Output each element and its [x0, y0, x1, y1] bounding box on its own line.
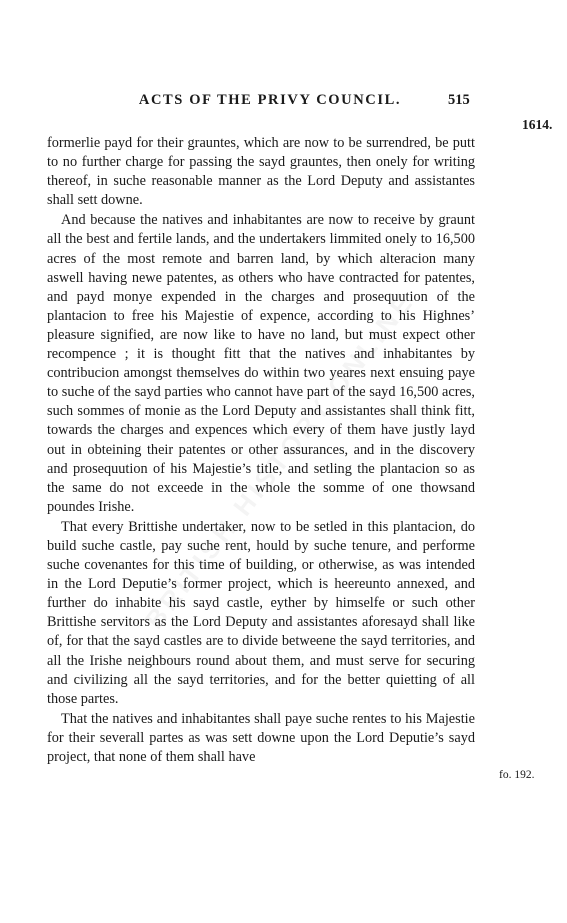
paragraph: And because the natives and inhabitantes are now to receive by graunt all the best and fertile lands, and the undertakers limmited onely to 16,500 acres of the most remote and barren land, by which alteracion many aswell having newe patentes, as others who have contracted for patentes, and payd monye expended in the charges and prosequution of the plantacion to free his Majestie of expence, according to his Highnes’ pleasure signified, are now like to have no land, but must expect other recompence ; it is thought fitt that the natives and inhabitantes by contribucion amongst themselves do within two yeares next ensuing paye to suche of the sayd parties who cannot have part of the sayd 16,500 acres, such sommes of monie as the Lord Deputy and assistantes shall think fitt, towards the charges and expences which every of them have justly layd out in obteining their patentes or other assurances, and in the discovery and prosequution of his Majestie’s title, and setling the plantacion so as the same do not exceede in the whole the somme of one thowsand poundes Irishe.: [47, 212, 475, 515]
paragraph: That the natives and inhabitantes shall paye suche rentes to his Majestie for their severall partes as was sett downe upon the Lord Deputie’s sayd project, that none of them shall have: [47, 710, 475, 765]
page-header: [0, 92, 567, 112]
page-body: [47, 134, 475, 767]
folio-note: fo. 192.: [499, 769, 535, 781]
paragraph: That every Brittishe undertaker, now to be setled in this plantacion, do build suche castle, pay suche rent, hould by suche tenure, and performe suche covenantes for this time of building, or otherwise, as was intended in the Lord Deputie’s former project, which is heereunto annexed, and further do inhabite his sayd castle, eyther by himselfe or such other Brittishe servitors as the Lord Deputy and assistantes aforesayd shall like of, for that the sayd castles are to divide betweene the sayd territories, and all the Irishe neighbours round about them, and must serve for securing and civilizing all the sayd territories, and for the better quietting of all those partes.: [47, 518, 475, 707]
page-number: 515: [448, 92, 470, 108]
margin-year: 1614.: [522, 117, 553, 132]
running-title: ACTS OF THE PRIVY COUNCIL.: [138, 92, 402, 108]
paragraph: formerlie payd for their grauntes, which are now to be surrendred, be putt to no further charge for passing the sayd grauntes, then onely for writing thereof, in suche reasonable manner as the Lord Deputy and assistantes shall sett downe.: [47, 135, 475, 209]
